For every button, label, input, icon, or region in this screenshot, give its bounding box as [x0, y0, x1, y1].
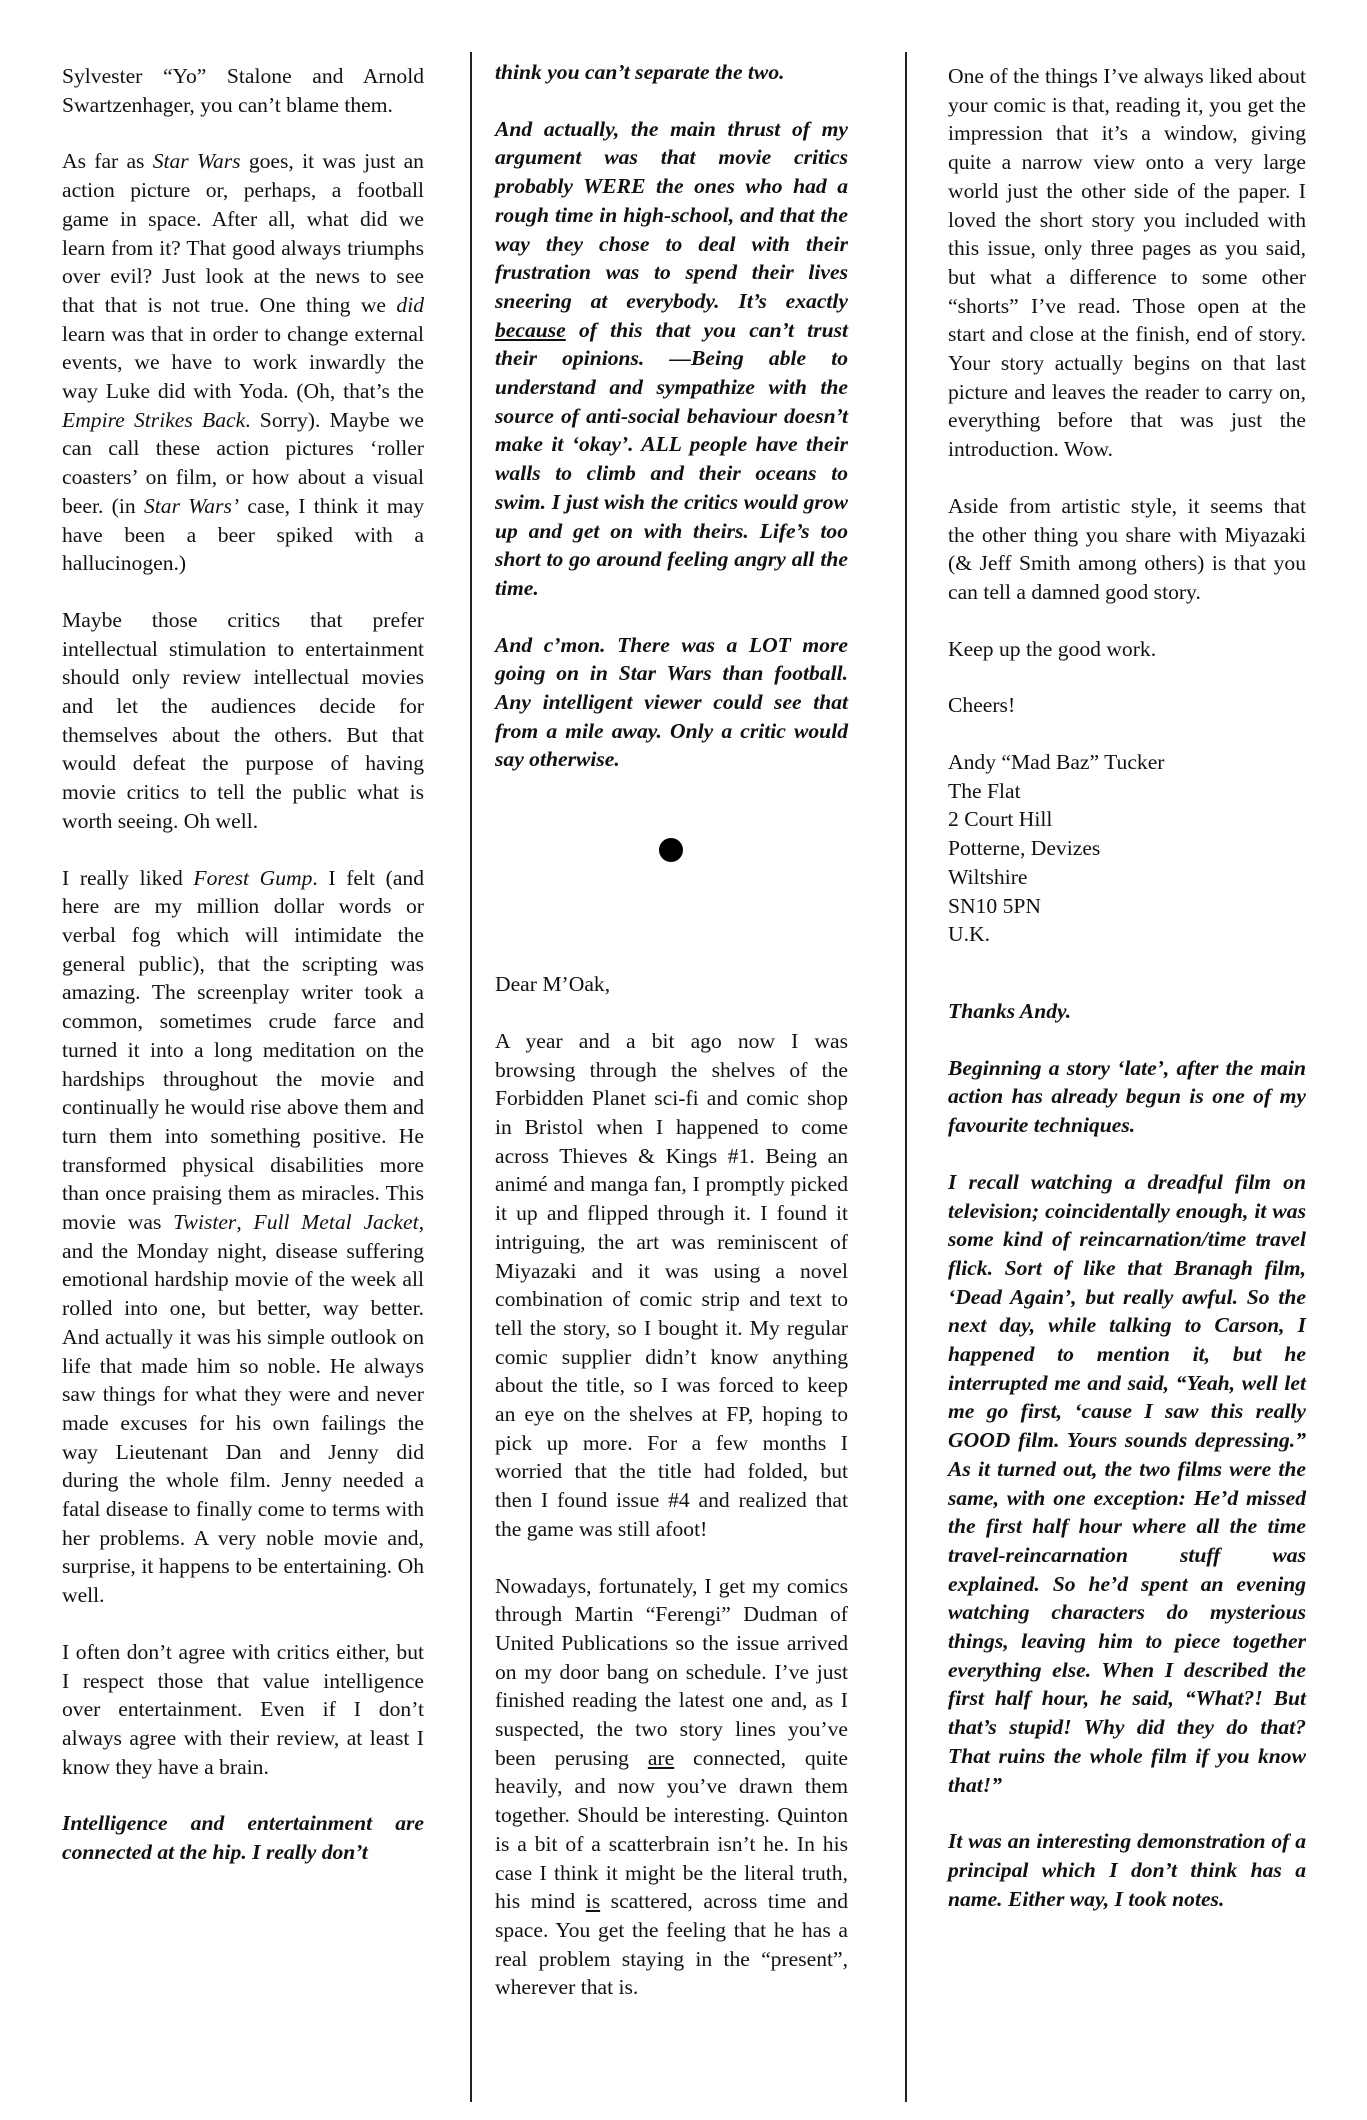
- editor-reply: And actually, the main thrust of my argument was that movie critics probably WERE the ones who had a rough time in high-school, and that the way they chose to deal with their frustration was to spend their lives sneering at everybody. It’s exactly because of this that you can’t trust their opinions. —Being able to understand and sympathize with the source of anti-social behaviour doesn’t make it ‘okay’. ALL people have their walls to climb and their oceans to swim. I just wish the critics would grow up and get on with theirs. Life’s too short to go around feeling angry all the time.: [495, 116, 848, 600]
- letter-paragraph: One of the things I’ve always liked about your comic is that, reading it, you get the impression that it’s a window, giving quite a narrow view onto a very large world just the other side of the paper. I loved the short story you included with this issue, only three pages as you said, but what a difference to some other “shorts” I’ve read. Those open at the start and close at the finish, end of story. Your story actually begins on that last picture and leaves the reader to carry on, everything before that was just the introduction. Wow.: [948, 64, 1306, 462]
- address-line: SN10 5PN: [948, 893, 1041, 918]
- sender-address: [948, 748, 1306, 949]
- editor-reply: Intelligence and entertainment are connected at the hip. I really don’t: [62, 1811, 424, 1865]
- column-divider-right: [905, 52, 907, 2102]
- address-line: The Flat: [948, 778, 1021, 803]
- letter-paragraph: Nowadays, fortunately, I get my comics through Martin “Ferengi” Dudman of United Publications so the issue arrived on my door bang on schedule. I’ve just finished reading the latest one and, as I suspected, the two story lines you’ve been perusing are connected, quite heavily, and now you’ve drawn them together. Should be interesting. Quinton is a bit of a scatterbrain isn’t he. In his case I think it might be the literal truth, his mind is scattered, across time and space. You get the feeling that he has a real problem staying in the “present”, wherever that is.: [495, 1573, 849, 2000]
- editor-reply: And c’mon. There was a LOT more going on in Star Wars than football. Any intelligent viewer could see that from a mile away. Only a critic would say otherwise.: [495, 632, 848, 772]
- letter-paragraph: As far as Star Wars goes, it was just an action picture or, perhaps, a football game in space. After all, what did we learn from it? That good always triumphs over evil? Just look at the news to see that that is not true. One thing we did learn was that in order to change external events, we have to work inwardly the way Luke did with Yoda. (Oh, that’s the Empire Strikes Back. Sorry). Maybe we can call these action pictures ‘roller coasters’ on film, or how about a visual beer. (in Star Wars’ case, I think it may have been a beer spiked with a hallucinogen.): [62, 149, 424, 576]
- column-1: [62, 62, 424, 1867]
- editor-reply: think you can’t separate the two.: [495, 60, 785, 84]
- column-3: [948, 62, 1306, 1913]
- address-line: Wiltshire: [948, 864, 1028, 889]
- address-line: U.K.: [948, 922, 990, 947]
- editor-reply: I recall watching a dreadful film on television; coincidentally enough, it was some kind of reincarnation/time travel flick. Sort of like that Branagh film, ‘Dead Again’, but really awful. So the next day, while talking to Carson, I happened to mention it, but he interrupted me and said, “Yeah, well let me go first, ‘cause I saw this really GOOD film. Yours sounds depressing.” As it turned out, the two films were the same, with one exception: He’d missed the first half hour where all the time travel-reincarnation stuff was explained. So he’d spent an evening watching characters do mysterious things, leaving him to piece together everything else. When I described the first half hour, he said, “What?! But that’s stupid! Why did they do that? That ruins the whole film if you know that!”: [948, 1169, 1306, 1797]
- letter-salutation: Dear M’Oak,: [495, 972, 611, 997]
- letter-closing: Cheers!: [948, 693, 1016, 718]
- column-divider-left: [470, 52, 472, 2102]
- address-line: 2 Court Hill: [948, 807, 1053, 832]
- address-line: Andy “Mad Baz” Tucker: [948, 750, 1165, 775]
- letter-paragraph: Sylvester “Yo” Stalone and Arnold Swartzenhager, you can’t blame them.: [62, 64, 424, 117]
- letter-paragraph: I often don’t agree with critics either, but I respect those that value intelligence over entertainment. Even if I don’t always agree with their review, at least I know they have a brain.: [62, 1639, 424, 1779]
- editor-reply: Beginning a story ‘late’, after the main action has already begun is one of my favourite techniques.: [948, 1055, 1306, 1138]
- letter-paragraph: I really liked Forest Gump. I felt (and here are my million dollar words or verbal fog which will intimidate the general public), that the scripting was amazing. The screenplay writer took a common, sometimes crude farce and turned it into a long meditation on the hardships throughout the movie and continually he would rise above them and turn them into something positive. He transformed physical disabilities more than once praising them as miracles. This movie was Twister, Full Metal Jacket, and the Monday night, disease suffering emotional hardship movie of the week all rolled into one, but better, way better. And actually it was his simple outlook on life that made him so noble. He always saw things for what they were and never made excuses for his own failings the way Lieutenant Dan and Jenny did during the whole film. Jenny needed a fatal disease to finally come to terms with her problems. A very noble movie and, surprise, it happens to be entertaining. Oh well.: [62, 865, 424, 1608]
- letter-paragraph: Maybe those critics that prefer intellectual stimulation to entertainment should only review intellectual movies and let the audiences decide for themselves about the others. But that would defeat the purpose of having movie critics to tell the public what is worth seeing. Oh well.: [62, 607, 424, 833]
- letter-paragraph: A year and a bit ago now I was browsing through the shelves of the Forbidden Planet sci-fi and comic shop in Bristol when I happened to come across Thieves & Kings #1. Being an animé and manga fan, I promptly picked it up and flipped through it. I found it intriguing, the art was reminiscent of Miyazaki and it was using a novel combination of comic strip and text to tell the story, so I bought it. My regular comic supplier didn’t know anything about the title, so I was forced to keep an eye on the shelves at FP, hoping to pick up more. For a few months I worried that the title had folded, but then I found issue #4 and realized that the game was still afoot!: [495, 1028, 848, 1541]
- column-2: [495, 58, 848, 2002]
- letter-paragraph: Keep up the good work.: [948, 636, 1157, 661]
- letter-paragraph: Aside from artistic style, it seems that the other thing you share with Miyazaki (& Jeff Smith among others) is that you can tell a damned good story.: [948, 493, 1306, 604]
- editor-reply: Thanks Andy.: [948, 998, 1072, 1023]
- address-line: Potterne, Devizes: [948, 836, 1101, 861]
- editor-reply: It was an interesting demonstration of a principal which I don’t think has a name. Either way, I took notes.: [948, 1829, 1306, 1911]
